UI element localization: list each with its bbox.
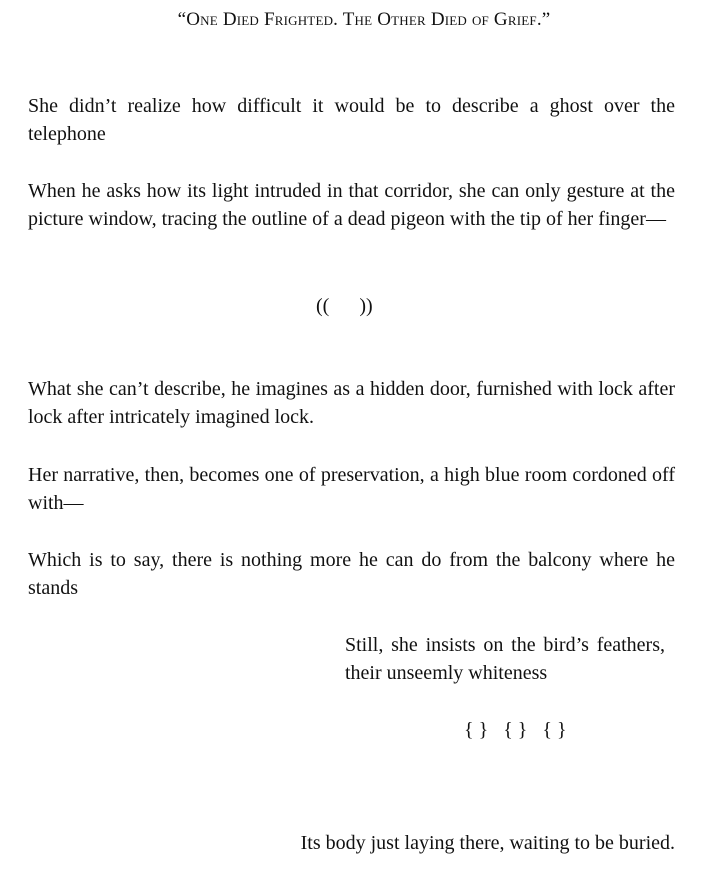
stanza-hidden-door: What she can’t describe, he imagines as a hidden door, furnished with lock after lock after intricately imagined lock. (28, 378, 675, 428)
poem-title: “One Died Frighted. The Other Died of Grief.” (177, 9, 551, 30)
stanza-balcony: Which is to say, there is nothing more he can do from the balcony where he stands (28, 549, 675, 599)
stanza-preservation: Her narrative, then, becomes one of preservation, a high blue room cordoned off with— (28, 464, 675, 514)
stanza-corridor: When he asks how its light intruded in that corridor, she can only gesture at the picture window, tracing the outline of a dead pigeon with the tip of her finger— (28, 180, 675, 230)
stanza-telephone: She didn’t realize how difficult it would be to describe a ghost over the telephone (28, 95, 675, 145)
stanza-feathers: Still, she insists on the bird’s feathers, their unseemly whiteness (345, 634, 665, 684)
braces-mark: { } { } { } (464, 719, 567, 741)
stanza-buried: Its body just laying there, waiting to be buried. (300, 832, 675, 854)
parentheses-mark: (( )) (316, 295, 373, 317)
